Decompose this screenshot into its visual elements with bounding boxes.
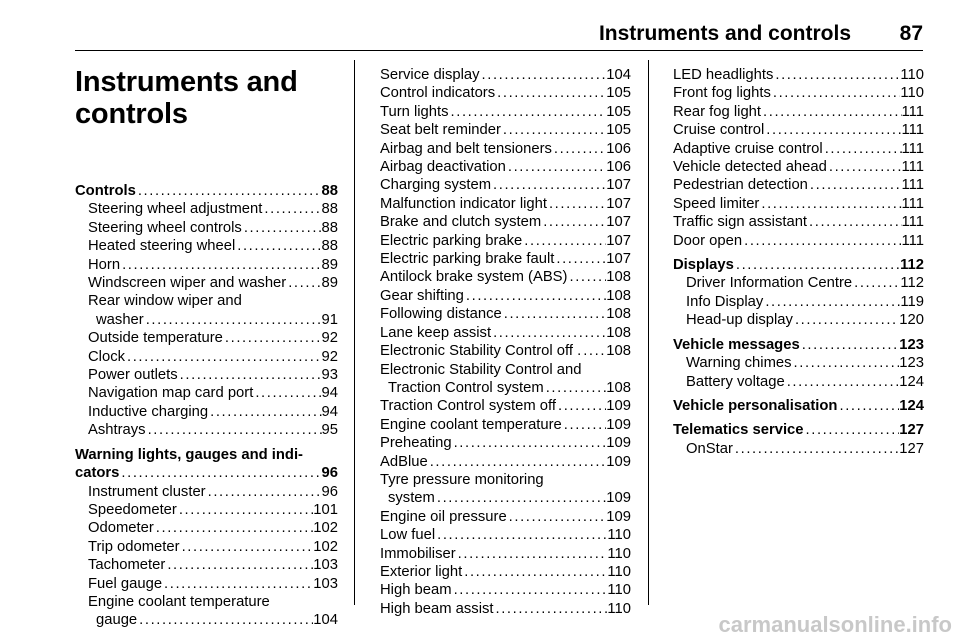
toc-entry[interactable]: Navigation map card port ..... 94 <box>75 384 338 402</box>
toc-entry[interactable]: Trip odometer ..... 102 <box>75 538 338 556</box>
toc-entry[interactable]: Battery voltage ..... 124 <box>673 373 924 391</box>
toc-entry[interactable]: Instrument cluster ..... 96 <box>75 483 338 501</box>
toc-entry[interactable]: Speedometer ..... 101 <box>75 501 338 519</box>
toc-section-controls[interactable]: Controls ..... 88 <box>75 182 338 200</box>
toc-entry[interactable]: OnStar ..... 127 <box>673 440 924 458</box>
toc-column-1 <box>75 66 338 630</box>
toc-entry[interactable]: Preheating ..... 109 <box>380 434 631 452</box>
toc-entry[interactable]: Heated steering wheel ..... 88 <box>75 237 338 255</box>
toc-entry[interactable]: Warning chimes ..... 123 <box>673 354 924 372</box>
toc-entry[interactable]: Traffic sign assistant ..... 111 <box>673 213 924 231</box>
toc-entry[interactable]: Turn lights ..... 105 <box>380 103 631 121</box>
toc-entry-line[interactable]: Engine coolant temperature <box>88 593 270 610</box>
toc-entry[interactable]: Odometer ..... 102 <box>75 519 338 537</box>
toc-entry[interactable]: Fuel gauge ..... 103 <box>75 575 338 593</box>
toc-entry[interactable]: Electric parking brake fault ..... 107 <box>380 250 631 268</box>
toc-entry[interactable]: Immobiliser ..... 110 <box>380 545 631 563</box>
toc-section-vehicle-messages[interactable]: Vehicle messages ..... 123 <box>673 336 924 354</box>
toc-entry[interactable]: Airbag deactivation ..... 106 <box>380 158 631 176</box>
toc-entry[interactable]: Outside temperature ..... 92 <box>75 329 338 347</box>
toc-entry[interactable]: Charging system ..... 107 <box>380 176 631 194</box>
toc-entry[interactable]: Horn ..... 89 <box>75 256 338 274</box>
toc-entry[interactable]: LED headlights ..... 110 <box>673 66 924 84</box>
toc-entry[interactable]: Seat belt reminder ..... 105 <box>380 121 631 139</box>
toc-entry[interactable]: Low fuel ..... 110 <box>380 526 631 544</box>
toc-entry[interactable]: Traction Control system ..... 108 <box>380 379 631 397</box>
toc-entry[interactable]: Engine coolant temperature ..... 109 <box>380 416 631 434</box>
toc-entry[interactable]: Rear fog light ..... 111 <box>673 103 924 121</box>
toc-entry[interactable]: Antilock brake system (ABS) ..... 108 <box>380 268 631 286</box>
toc-entry[interactable]: Pedestrian detection ..... 111 <box>673 176 924 194</box>
page-header <box>75 20 923 51</box>
toc-entry[interactable]: Head-up display ..... 120 <box>673 311 924 329</box>
toc-entry[interactable]: Adaptive cruise control ..... 111 <box>673 140 924 158</box>
toc-column-2 <box>380 66 631 618</box>
toc-entry-line[interactable]: Rear window wiper and <box>88 293 242 310</box>
toc-entry[interactable]: Info Display ..... 119 <box>673 293 924 311</box>
toc-entry[interactable]: Service display ..... 104 <box>380 66 631 84</box>
toc-entry[interactable]: Malfunction indicator light ..... 107 <box>380 195 631 213</box>
toc-entry[interactable]: Brake and clutch system ..... 107 <box>380 213 631 231</box>
toc-entry[interactable]: High beam assist ..... 110 <box>380 600 631 618</box>
toc-column-3 <box>673 66 924 458</box>
toc-entry[interactable]: Windscreen wiper and washer ..... 89 <box>75 274 338 292</box>
toc-entry[interactable]: AdBlue ..... 109 <box>380 453 631 471</box>
toc-entry-line[interactable]: Electronic Stability Control and <box>380 361 582 378</box>
toc-entry[interactable]: Electronic Stability Control off . ..... 108 <box>380 342 631 360</box>
column-divider <box>648 60 649 605</box>
toc-entry[interactable]: Driver Information Centre ..... 112 <box>673 274 924 292</box>
toc-entry[interactable]: Steering wheel controls ..... 88 <box>75 219 338 237</box>
toc-entry[interactable]: system ..... 109 <box>380 489 631 507</box>
toc-entry[interactable]: Gear shifting ..... 108 <box>380 287 631 305</box>
toc-entry[interactable]: Control indicators ..... 105 <box>380 84 631 102</box>
toc-entry[interactable]: Cruise control ..... 111 <box>673 121 924 139</box>
toc-entry[interactable]: Tachometer ..... 103 <box>75 556 338 574</box>
toc-entry[interactable]: Power outlets ..... 93 <box>75 366 338 384</box>
toc-entry[interactable]: Engine oil pressure ..... 109 <box>380 508 631 526</box>
toc-section-vehicle-personalisation[interactable]: Vehicle personalisation ..... 124 <box>673 397 924 415</box>
toc-entry[interactable]: Ashtrays ..... 95 <box>75 421 338 439</box>
toc-entry-line[interactable]: Tyre pressure monitoring <box>380 471 544 488</box>
toc-entry[interactable]: Traction Control system off ..... 109 <box>380 397 631 415</box>
toc-section-displays[interactable]: Displays ..... 112 <box>673 256 924 274</box>
chapter-title-line: controls <box>75 98 188 130</box>
toc-entry[interactable]: Vehicle detected ahead ..... 111 <box>673 158 924 176</box>
toc-entry[interactable]: Lane keep assist ..... 108 <box>380 324 631 342</box>
toc-entry[interactable]: Airbag and belt tensioners ..... 106 <box>380 140 631 158</box>
toc-entry[interactable]: Clock ..... 92 <box>75 348 338 366</box>
page-number: 87 <box>899 22 923 45</box>
toc-entry[interactable]: Speed limiter ..... 111 <box>673 195 924 213</box>
toc-section-telematics-service[interactable]: Telematics service ..... 127 <box>673 421 924 439</box>
toc-entry[interactable]: Exterior light ..... 110 <box>380 563 631 581</box>
toc-entry[interactable]: High beam ..... 110 <box>380 581 631 599</box>
column-divider <box>354 60 355 605</box>
chapter-title <box>75 66 338 130</box>
toc-entry[interactable]: Door open ..... 111 <box>673 232 924 250</box>
toc-entry[interactable]: Electric parking brake ..... 107 <box>380 232 631 250</box>
toc-entry[interactable]: Following distance ..... 108 <box>380 305 631 323</box>
watermark: carmanualsonline.info <box>718 612 952 637</box>
running-title: Instruments and controls <box>598 22 851 45</box>
toc-section-warning-lights[interactable]: Warning lights, gauges and indi- cators ..... 96 <box>75 446 338 483</box>
toc-entry[interactable]: Steering wheel adjustment ..... 88 <box>75 200 338 218</box>
toc-entry[interactable]: Front fog lights ..... 110 <box>673 84 924 102</box>
chapter-title-line: Instruments and <box>75 66 298 98</box>
toc-entry[interactable]: gauge ..... 104 <box>75 611 338 629</box>
toc-entry[interactable]: washer ..... 91 <box>75 311 338 329</box>
toc-entry[interactable]: Inductive charging ..... 94 <box>75 403 338 421</box>
